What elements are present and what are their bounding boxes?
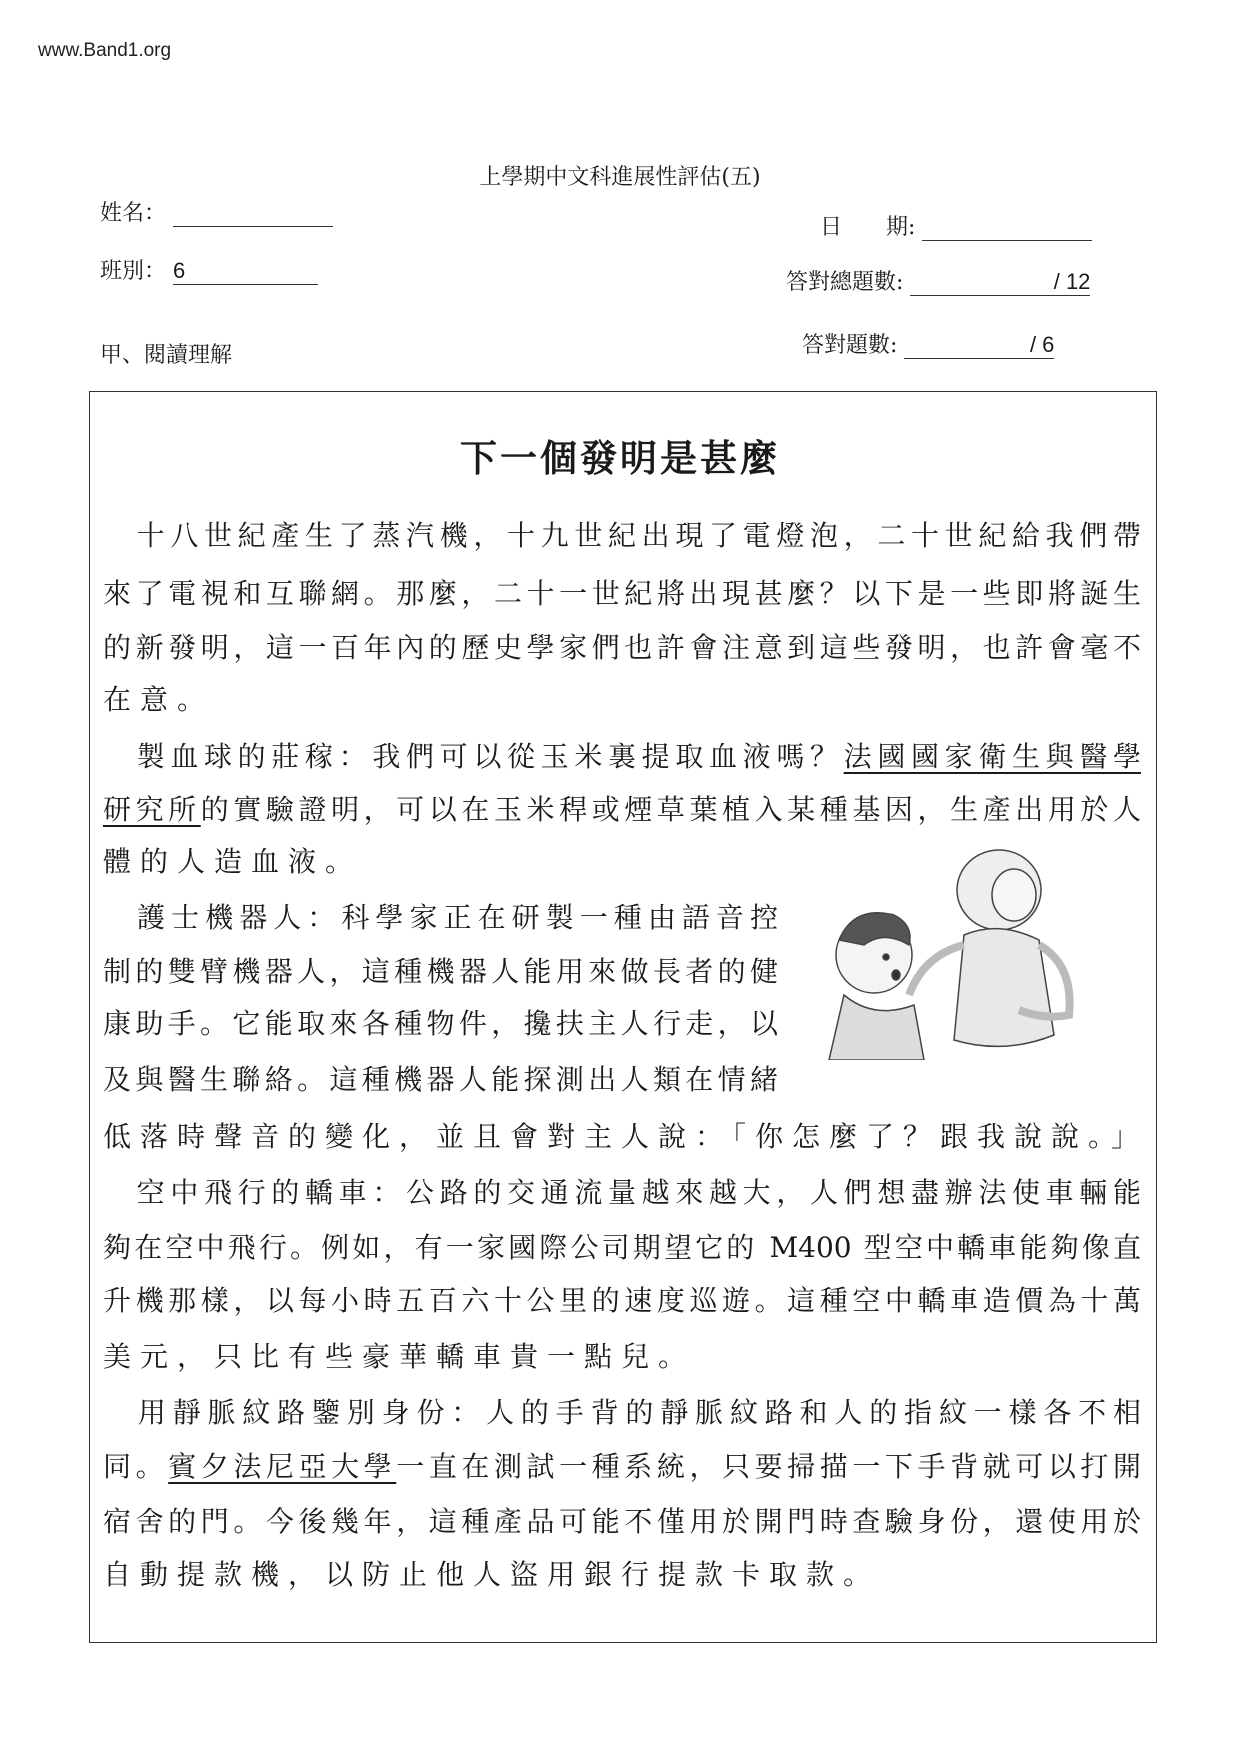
line-text: 低落時聲音的變化，並且會對主人說：「你怎麼了？跟我說說。」 — [103, 1120, 1149, 1153]
date-label: 日 期: — [820, 215, 916, 240]
line-text: 護士機器人：科學家正在研製一種由語音控 — [103, 901, 778, 934]
line-text: 來了電視和互聯網。那麼，二十一世紀將出現甚麼？以下是一些即將誕生 — [103, 577, 1141, 610]
line-text: 在意。 — [103, 683, 215, 716]
line-text: 同。 — [103, 1450, 169, 1483]
robot-nurse-illustration — [804, 845, 1109, 1060]
line-text: 康助手。它能取來各種物件，攙扶主人行走，以 — [103, 1007, 778, 1040]
article-line — [103, 1337, 1141, 1377]
date-field[interactable] — [820, 210, 1092, 241]
article-line — [103, 1004, 778, 1044]
article-line — [103, 1173, 1141, 1213]
article-line — [103, 1117, 1149, 1157]
line-text: 自動提款機，以防止他人盜用銀行提款卡取款。 — [103, 1558, 881, 1591]
line-text: 制的雙臂機器人，這種機器人能用來做長者的健 — [103, 955, 778, 988]
article-line — [103, 1281, 1141, 1321]
article-line — [103, 790, 1141, 830]
line-text: 體的人造血液。 — [103, 845, 363, 878]
article-line — [103, 898, 778, 938]
section-correct-label: 答對題數: — [802, 333, 898, 358]
section-label: 甲、閱讀理解 — [100, 343, 233, 368]
class-value[interactable]: 6 — [173, 258, 318, 285]
underlined-proper-noun: 賓夕法尼亞大學 — [168, 1450, 397, 1483]
line-text: 製血球的莊稼：我們可以從玉米裏提取血液嗎？ — [103, 740, 844, 773]
line-text: 宿舍的門。今後幾年，這種產品可能不僅用於開門時查驗身份，還使用於 — [103, 1505, 1141, 1538]
article-line — [103, 516, 1141, 556]
name-label: 姓名： — [100, 201, 167, 226]
line-text: 的實驗證明，可以在玉米稈或煙草葉植入某種基因，生產出用於人 — [200, 793, 1141, 826]
article-line — [103, 1060, 778, 1100]
article-line — [103, 680, 1141, 720]
article-line — [103, 1447, 1141, 1487]
article-line — [103, 1393, 1141, 1433]
line-text: 一直在測試一種系統，只要掃描一下手背就可以打開 — [396, 1450, 1141, 1483]
total-correct-label: 答對總題數: — [786, 270, 904, 295]
date-value[interactable] — [922, 214, 1092, 241]
underlined-proper-noun: 研究所 — [103, 793, 201, 826]
name-field[interactable] — [100, 196, 333, 227]
line-text: 空中飛行的轎車：公路的交通流量越來越大，人們想盡辦法使車輛能 — [103, 1176, 1141, 1209]
total-correct-value[interactable]: / 12 — [910, 269, 1090, 296]
worksheet-title: 上學期中文科進展性評估(五) — [479, 165, 761, 190]
line-text: 美元，只比有些豪華轎車貴一點兒。 — [103, 1340, 696, 1373]
line-text: 的新發明，這一百年內的歷史學家們也許會注意到這些發明，也許會毫不 — [103, 631, 1141, 664]
article-line — [103, 628, 1141, 668]
line-text: 夠在空中飛行。例如，有一家國際公司期望它的 M400 型空中轎車能夠像直 — [103, 1231, 1141, 1264]
article-line — [103, 737, 1141, 777]
total-correct-field[interactable] — [786, 265, 1090, 296]
name-value[interactable] — [173, 200, 333, 227]
article-line — [103, 574, 1141, 614]
article-line — [103, 1228, 1141, 1268]
article-line — [103, 1502, 1141, 1542]
line-text: 用靜脈紋路鑒別身份：人的手背的靜脈紋路和人的指紋一樣各不相 — [103, 1396, 1141, 1429]
line-text: 升機那樣，以每小時五百六十公里的速度巡遊。這種空中轎車造價為十萬 — [103, 1284, 1141, 1317]
section-correct-field[interactable] — [802, 328, 1054, 359]
section-correct-value[interactable]: / 6 — [904, 332, 1054, 359]
line-text: 及與醫生聯絡。這種機器人能探測出人類在情緒 — [103, 1063, 778, 1096]
article-title: 下一個發明是甚麼 — [460, 436, 780, 480]
class-field[interactable] — [100, 254, 318, 285]
class-label: 班別： — [100, 259, 167, 284]
underlined-proper-noun: 法國國家衛生與醫學 — [843, 740, 1141, 773]
article-line — [103, 952, 778, 992]
line-text: 十八世紀產生了蒸汽機，十九世紀出現了電燈泡，二十世紀給我們帶 — [103, 519, 1141, 552]
article-line — [103, 1555, 1141, 1595]
watermark: www.Band1.org — [38, 40, 172, 61]
